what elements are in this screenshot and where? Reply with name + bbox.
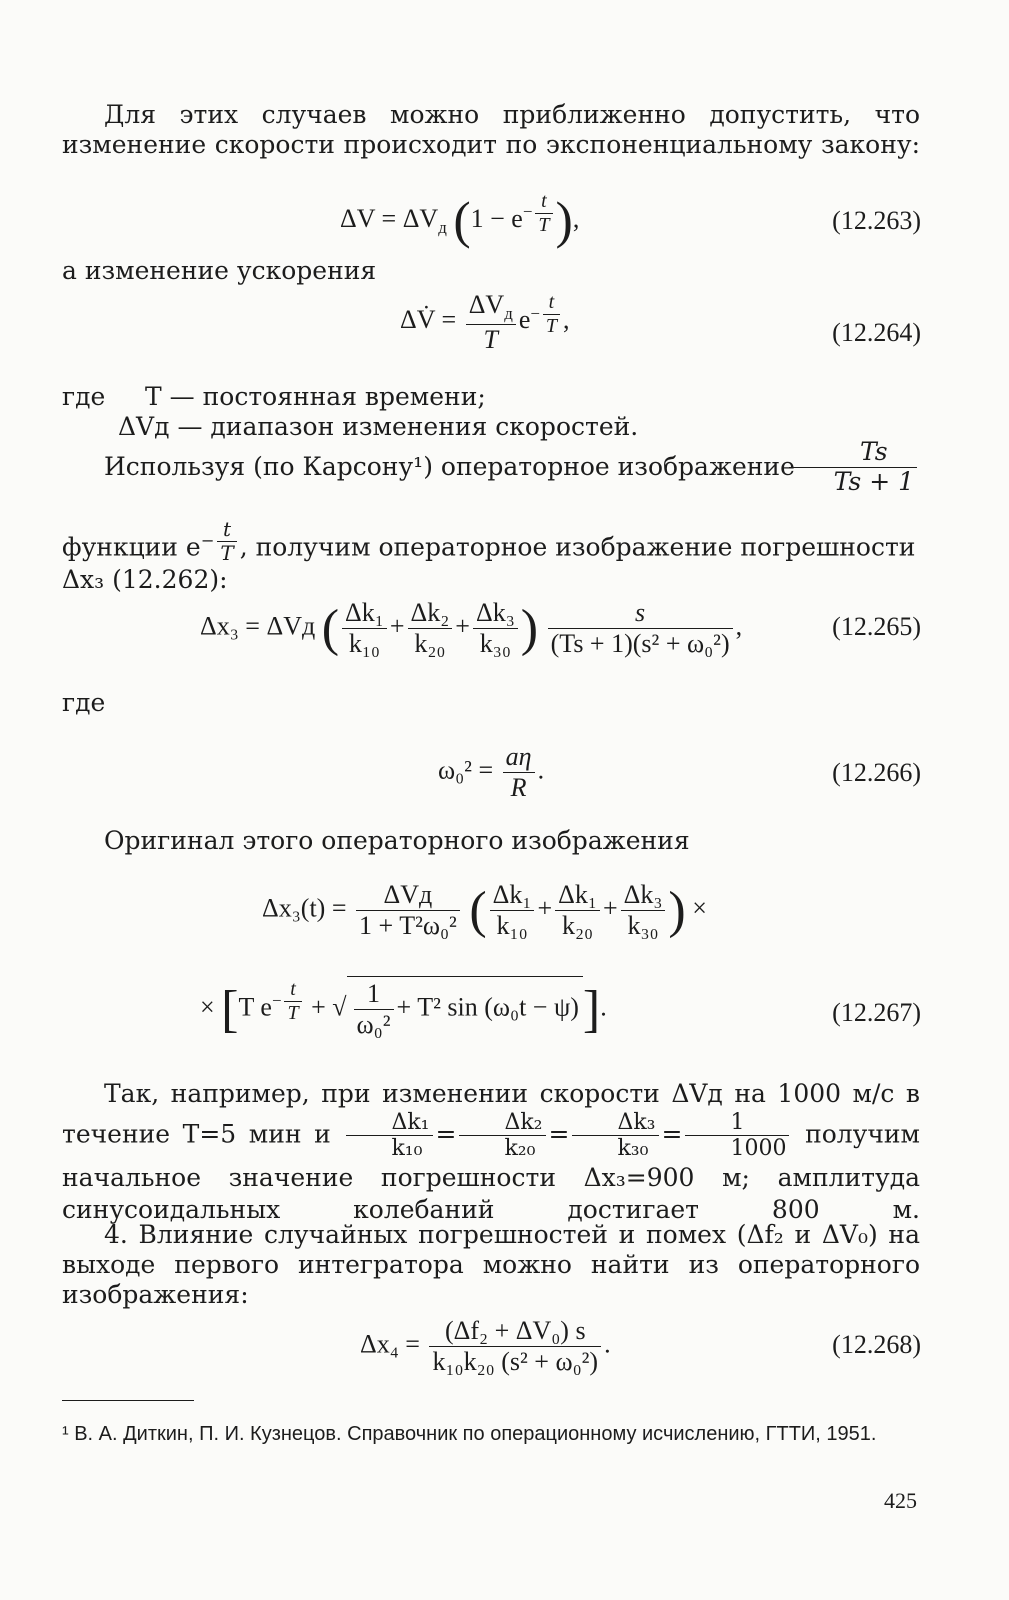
- where-list: [62, 382, 920, 442]
- eq-number-12-265: (12.265): [832, 612, 921, 641]
- eq-number-12-268: (12.268): [832, 1330, 921, 1359]
- def-V: ΔVд — диапазон изменения скоростей.: [118, 412, 639, 441]
- paragraph-carson: Используя (по Карсону¹) операторное изображение $\frac{Ts}{Ts + 1}$: [62, 452, 920, 482]
- equation-12-265: Δx₃ = ΔVд ( $\frac{\text{Δk₁}}{\text{k₁₀}}$ + $\frac{\text{Δk₂}}{\text{k₂₀}}$ + $\frac{\text{Δk₃}}{\text{k₃₀}}$ ) $\frac{s}{\text{(Ts + 1)(s² + ω₀²)}}$ ,: [200, 598, 743, 658]
- page-number: 425: [884, 1488, 917, 1513]
- carson-fraction: $\frac{Ts}{Ts + 1}$: [789, 438, 917, 497]
- where-label: где: [62, 382, 106, 411]
- paragraph-intro: Для этих случаев можно приближенно допустить, что изменение скорости происходит по экспоненциальному закону:: [62, 100, 920, 159]
- equation-12-266: ω₀² = $\frac{a\eta}{R}$ .: [438, 742, 545, 802]
- eq-number-12-267: (12.267): [832, 998, 921, 1027]
- text-acceleration: а изменение ускорения: [62, 256, 377, 285]
- paragraph-carson-cont: функции $e^{- \frac{t}{T}}$ , получим операторное изображение погрешности Δx₃ (12.262):: [62, 517, 916, 594]
- footnote-divider: [62, 1400, 194, 1401]
- eq-number-12-264: (12.264): [832, 318, 921, 347]
- equation-12-268: Δx₄ = $\frac{\text{(Δf₂ + ΔV₀) s}}{\text{k₁₀k₂₀ (s² + ω₀²)}}$ .: [360, 1316, 611, 1376]
- equation-12-263: $\Delta V = \Delta V_д$ ($1 - e^{- \frac{t}{T}}$ ),: [340, 190, 580, 250]
- paragraph-example: Так, например, при изменении скорости ΔVд на 1000 м/с в течение T=5 мин и $\frac{\text{Δk₁}}{\text{k₁₀}}$ = $\frac{\text{Δk₂}}{\text{k₂₀}}$ = $\frac{\text{Δk₃}}{\text{k₃₀}}$ = $\frac{1}{1000}$ получим начальное значение погрешности Δx₃=900 м; амплитуда синусоидальных колебаний достигает 800 м.: [62, 1079, 921, 1224]
- footnote: ¹ В. А. Диткин, П. И. Кузнецов. Справочник по операционному исчислению, ГТТИ, 1951.: [62, 1423, 877, 1445]
- eq-number-12-266: (12.266): [832, 758, 921, 787]
- equation-12-267-line2: × [T $e^{- \frac{t}{T}}$ + √ $\frac{1}{\text{ω₀²}}$ + T² sin (ω₀t − ψ)].: [200, 976, 607, 1042]
- equation-12-267-line1: Δx₃(t) = $\frac{\text{ΔVд}}{\text{1 + T²ω₀²}}$ ( $\frac{\text{Δk₁}}{\text{k₁₀}}$ + $\frac{\text{Δk₁}}{\text{k₂₀}}$ + $\frac{\text{Δk₃}}{\text{k₃₀}}$ ) ×: [262, 880, 707, 940]
- paragraph-random-errors: 4. Влияние случайных погрешностей и помех (Δf₂ и ΔV₀) на выходе первого интегратора можно найти из операторного изображения:: [62, 1220, 920, 1309]
- where-label-2: где: [62, 688, 106, 717]
- text-original: Оригинал этого операторного изображения: [104, 826, 690, 855]
- def-T: T — постоянная времени;: [145, 382, 486, 411]
- eq-number-12-263: (12.263): [832, 206, 921, 235]
- equation-12-264: ΔV̇ = $\frac{\Delta V_д}{T}$ $e^{- \frac{t}{T}}$ ,: [400, 290, 570, 354]
